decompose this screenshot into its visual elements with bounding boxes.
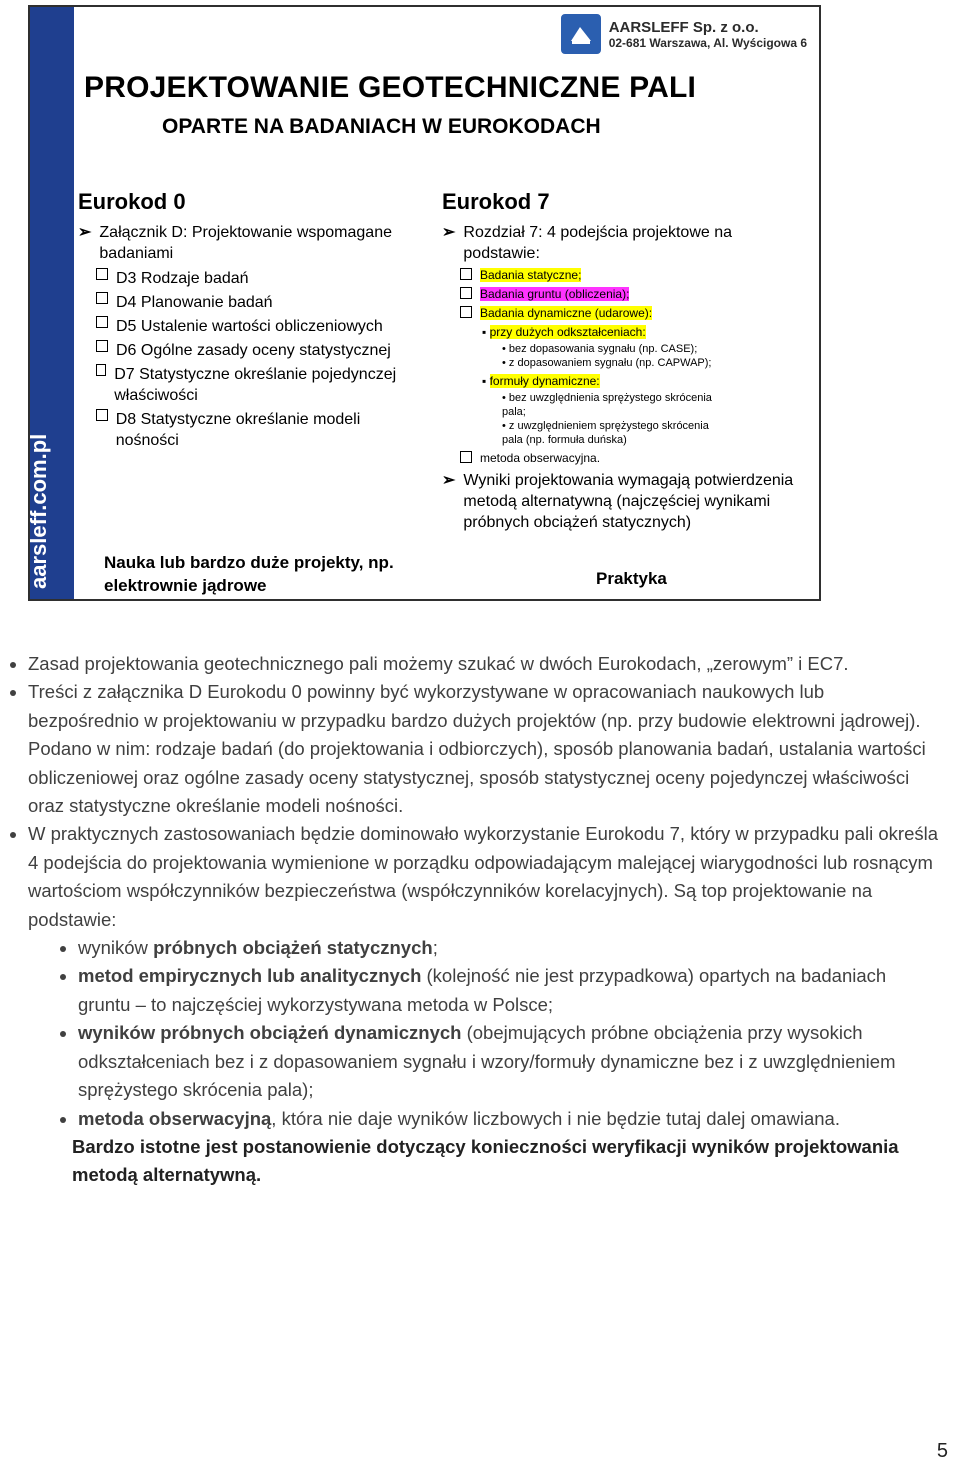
logo-company-name: AARSLEFF Sp. z o.o. xyxy=(608,18,759,36)
list-item: • z uwzględnieniem sprężystego skrócenia pala (np. formuła duńska) xyxy=(502,420,709,446)
body-text xyxy=(8,650,938,1190)
eurocode-0-footer: Nauka lub bardzo duże projekty, np. elektrownie jądrowe xyxy=(104,553,394,595)
list-item: Badania gruntu (obliczenia); xyxy=(460,287,812,302)
slide-image xyxy=(28,5,821,601)
list-item: • metoda obserwacyjną, która nie daje wyników liczbowych i nie będzie tutaj dalej omawiana. xyxy=(78,1105,938,1133)
sidebar-url: aarsleff.com.pl xyxy=(26,433,51,589)
list-item: metoda obserwacyjna. xyxy=(460,451,812,466)
list-item: ▪ przy dużych odkształceniach: xyxy=(482,325,646,339)
checkbox-bullet-icon xyxy=(460,451,472,463)
list-item: • metod empirycznych lub analitycznych (kolejność nie jest przypadkowa) opartych na badaniach gruntu – to najczęściej wykorzystywana metoda w Polsce; xyxy=(78,962,938,1019)
aarsleff-logo-icon xyxy=(561,14,601,54)
list-item: D6 Ogólne zasady oceny statystycznej xyxy=(96,340,418,361)
list-item: ▪ formuły dynamiczne: xyxy=(482,374,600,388)
slide-sidebar xyxy=(26,7,74,599)
list-item: D5 Ustalenie wartości obliczeniowych xyxy=(96,316,418,337)
checkbox-bullet-icon xyxy=(96,409,108,421)
list-item: Badania statyczne; xyxy=(460,268,812,283)
list-item: • Treści z załącznika D Eurokodu 0 powinny być wykorzystywane w opracowaniach naukowych lub bezpośrednio w projektowaniu w przypadku bardzo dużych projektów (np. przy budowie elektrowni jądrowej). Podano w nim: rodzaje badań (do projektowania i odbiorczych), sposób planowania badań, ustalania wartości obliczeniowej oraz ogólne zasady oceny statystycznej, sposób statystycznej oceny pojedynczej właściwości oraz statystyczne określanie modeli nośności. xyxy=(28,678,938,820)
eurocode-7-heading: Eurokod 7 xyxy=(442,189,550,214)
arrow-bullet-icon: ➢ xyxy=(442,472,456,489)
company-logo xyxy=(561,13,807,55)
final-statement: Bardzo istotne jest postanowienie dotyczący konieczności weryfikacji wyników projektowania metodą alternatywną. xyxy=(72,1135,899,1186)
eurocode-7-outro: ➢ Wyniki projektowania wymagają potwierdzenia metodą alternatywną (najczęściej wynikami próbnych obciążeń statycznych) xyxy=(442,472,794,531)
page-number: 5 xyxy=(936,1440,948,1462)
list-item: D3 Rodzaje badań xyxy=(96,268,418,289)
list-item: D4 Planowanie badań xyxy=(96,292,418,313)
checkbox-bullet-icon xyxy=(460,268,472,280)
checkbox-bullet-icon xyxy=(460,287,472,299)
eurocode-7-intro: ➢ Rozdział 7: 4 podejścia projektowe na podstawie: xyxy=(442,224,733,262)
checkbox-bullet-icon xyxy=(96,268,108,280)
slide-subtitle: OPARTE NA BADANIACH W EUROKODACH xyxy=(162,115,601,138)
list-item: D7 Statystyczne określanie pojedynczej właściwości xyxy=(96,364,418,406)
list-item: • wyników próbnych obciążeń dynamicznych (obejmujących próbne obciążenia przy wysokich odkształceniach bez i z dopasowaniem sygnału i wzory/formuły dynamiczne bez i z uwzględnieniem sprężystego skrócenia pala); xyxy=(78,1019,938,1104)
arrow-bullet-icon: ➢ xyxy=(78,224,92,241)
eurocode-0-intro: ➢ Załącznik D: Projektowanie wspomagane badaniami xyxy=(78,224,392,262)
eurocode-7-column xyxy=(442,191,812,533)
list-item: • wyników próbnych obciążeń statycznych; xyxy=(78,934,938,962)
list-item: • W praktycznych zastosowaniach będzie dominowało wykorzystanie Eurokodu 7, który w przypadku pali określa 4 podejścia do projektowania wymienione w porządku odpowiadającym malejącej wiarygodności lub rosnącym wartościom współczynników bezpieczeństwa (współczynników korelacyjnych). Są top projektowanie na podstawie: xyxy=(28,820,938,934)
eurocode-0-list xyxy=(96,268,418,451)
arrow-bullet-icon: ➢ xyxy=(442,224,456,241)
checkbox-bullet-icon xyxy=(96,292,108,304)
eurocode-7-footer: Praktyka xyxy=(596,569,667,588)
eurocode-0-column xyxy=(78,191,418,454)
list-item: Badania dynamiczne (udarowe): xyxy=(460,306,812,321)
eurocode-7-list xyxy=(460,268,812,466)
checkbox-bullet-icon xyxy=(96,340,108,352)
list-item: D8 Statystyczne określanie modeli nośności xyxy=(96,409,418,451)
checkbox-bullet-icon xyxy=(460,306,472,318)
checkbox-bullet-icon xyxy=(96,316,108,328)
list-item: • Zasad projektowania geotechnicznego pali możemy szukać w dwóch Eurokodach, „zerowym” i EC7. xyxy=(28,650,938,678)
slide-title: PROJEKTOWANIE GEOTECHNICZNE PALI xyxy=(84,71,697,104)
sub-bullet-list xyxy=(8,934,938,1133)
list-item: • bez uwzględnienia sprężystego skrócenia pala; xyxy=(502,392,712,418)
logo-address: 02-681 Warszawa, Al. Wyścigowa 6 xyxy=(608,35,807,50)
checkbox-bullet-icon xyxy=(96,364,106,376)
main-bullet-list xyxy=(8,650,938,934)
eurocode-0-heading: Eurokod 0 xyxy=(78,189,186,214)
list-item: • bez dopasowania sygnału (np. CASE); xyxy=(502,343,698,355)
list-item: • z dopasowaniem sygnału (np. CAPWAP); xyxy=(502,357,712,369)
